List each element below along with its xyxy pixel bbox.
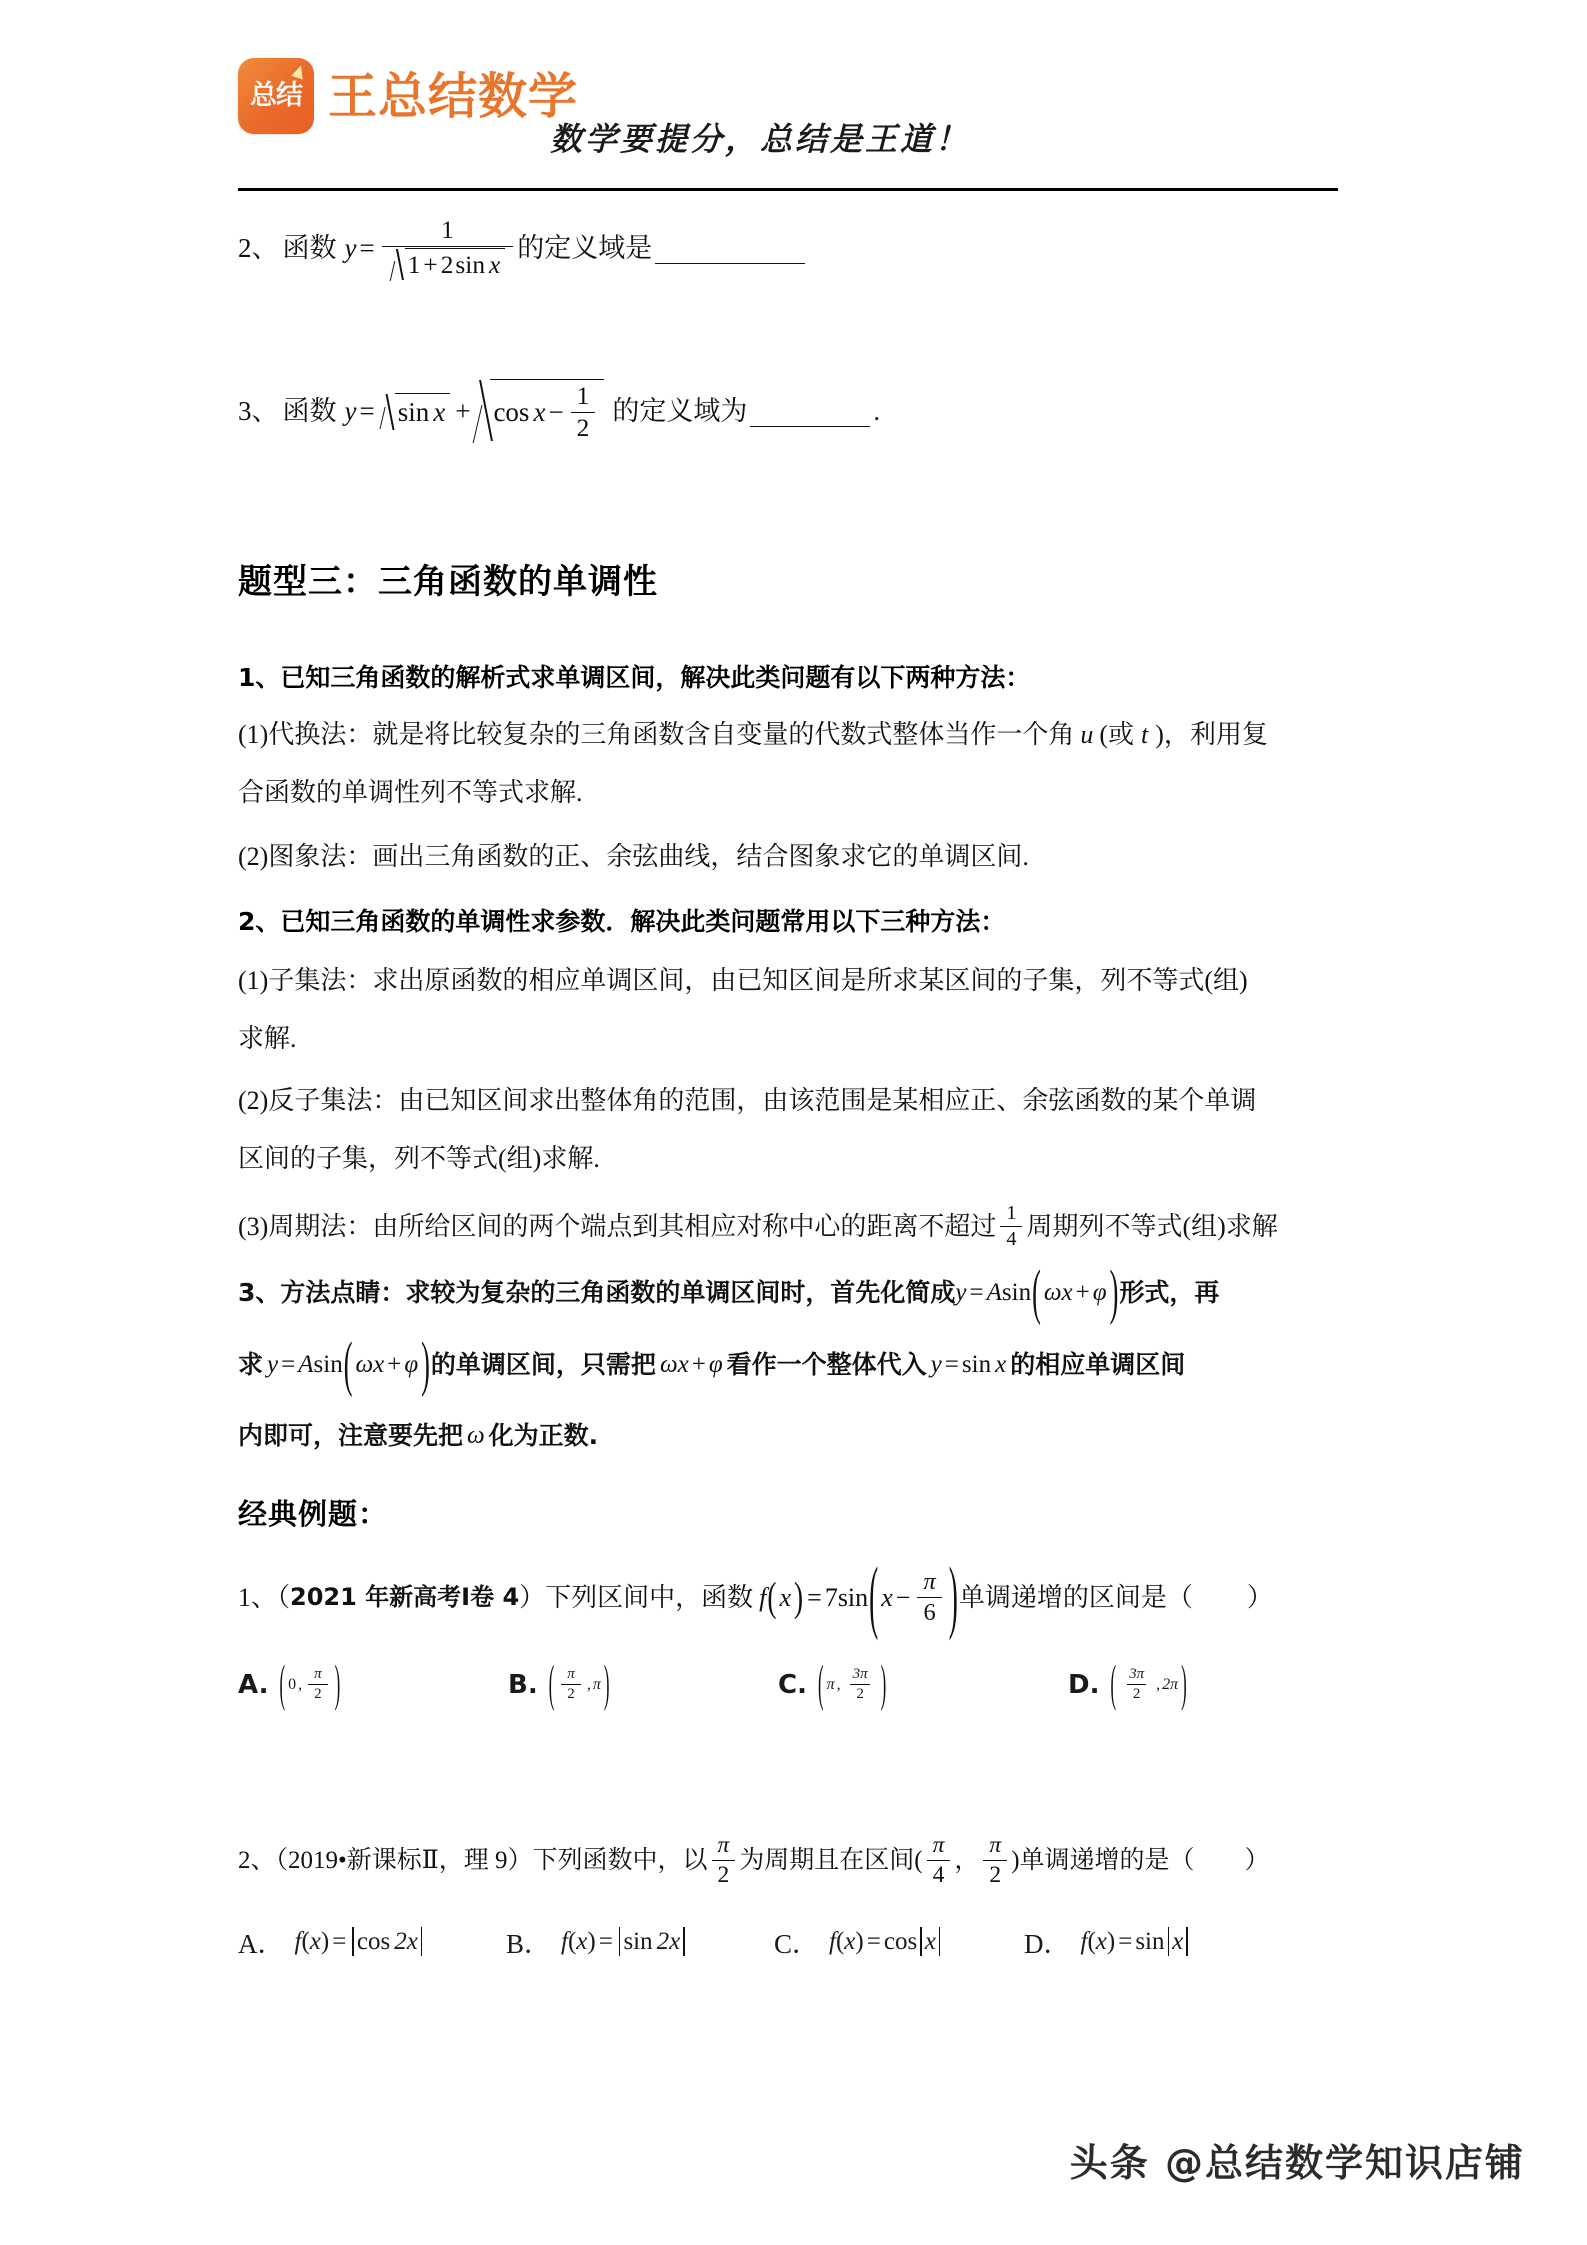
method-3-text-2: 形式，再 xyxy=(1119,1277,1220,1307)
question-3-period: . xyxy=(873,396,881,427)
sin-function: sin xyxy=(1001,1278,1032,1306)
right-paren: ) xyxy=(948,1551,958,1642)
variable-y: y xyxy=(955,1278,967,1306)
period-fraction xyxy=(712,1832,736,1889)
method-2b-text: (2)反子集法：由已知区间求出整体角的范围，由该范围是某相应正、余弦函数的某个单调 xyxy=(238,1086,1257,1115)
example-1-number: 1、（ xyxy=(238,1582,291,1612)
left-paren: ( xyxy=(817,1654,824,1712)
interval-right-fraction xyxy=(983,1832,1007,1889)
equals-sign: = xyxy=(332,1927,347,1955)
interval-right-fraction xyxy=(847,1666,874,1704)
comma: , xyxy=(586,1675,591,1693)
fraction-numerator: 1 xyxy=(441,216,454,244)
left-paren: ( xyxy=(1087,1927,1096,1955)
example-2-mid: 为周期且在区间( xyxy=(739,1846,923,1874)
equals-sign: = xyxy=(944,1350,959,1378)
left-paren: ( xyxy=(343,1330,353,1399)
method-3-line3 xyxy=(238,1420,598,1452)
argument-fraction xyxy=(917,1568,941,1627)
option-letter: D． xyxy=(1024,1929,1071,1959)
question-2-prefix: 函数 xyxy=(282,233,337,264)
method-3-l2-mid2: 看作一个整体代入 xyxy=(726,1349,927,1379)
fraction-numerator: π xyxy=(932,1832,945,1858)
interval-left: π xyxy=(826,1675,835,1693)
question-2-equals: = xyxy=(359,233,375,264)
radicand-coefficient: 2 xyxy=(440,251,454,280)
fraction-denominator: 2 xyxy=(1127,1684,1147,1703)
abs-bar-left xyxy=(352,1927,354,1956)
question-3-number: 3、 xyxy=(238,396,279,427)
plus-sign: + xyxy=(691,1350,706,1378)
abs-bar-left xyxy=(920,1927,922,1956)
question-3-plus: + xyxy=(455,396,471,427)
radicand-variable: x xyxy=(433,396,446,427)
variable-t: t xyxy=(1141,720,1149,749)
paren-group xyxy=(1031,1258,1119,1327)
variable-x: x xyxy=(1095,1927,1107,1955)
sqrt-icon xyxy=(390,248,506,282)
sin-function: sin xyxy=(961,1350,992,1378)
abs-bar-right xyxy=(683,1927,685,1956)
variable-y: y xyxy=(930,1350,942,1378)
right-paren: ) xyxy=(1181,1654,1187,1712)
fraction-denominator: 2 xyxy=(561,1684,581,1703)
method-3-l2-post: 的相应单调区间 xyxy=(1010,1349,1186,1379)
method-2c xyxy=(238,1202,1278,1252)
paren-group-arg xyxy=(868,1551,959,1642)
fraction-denominator: 4 xyxy=(927,1860,951,1889)
header-divider xyxy=(238,188,1338,191)
sqrt-icon-cos xyxy=(475,379,604,445)
variable-x: x xyxy=(779,1582,792,1612)
fraction-denominator: 2 xyxy=(850,1684,870,1703)
sqrt-icon-sin xyxy=(380,393,451,432)
minus-sign: − xyxy=(895,1582,911,1612)
absolute-value xyxy=(616,1927,688,1956)
trig-function: cos xyxy=(883,1927,918,1955)
interval-a xyxy=(278,1654,341,1712)
equals-sign: = xyxy=(598,1927,613,1955)
method-3-l2-pre: 求 xyxy=(238,1349,264,1379)
radical-sign xyxy=(475,379,490,445)
method-2b-line2 xyxy=(238,1142,600,1175)
method-3-text: 3、方法点睛：求较为复杂的三角函数的单调区间时，首先化简成 xyxy=(238,1277,956,1307)
method-1a-text-4: 合函数的单调性列不等式求解. xyxy=(238,778,583,807)
trig-function: sin xyxy=(1135,1927,1165,1955)
spark-icon xyxy=(291,63,306,79)
method-1a-line1 xyxy=(238,718,1268,751)
absolute-value xyxy=(917,1927,943,1956)
sin-function: sin xyxy=(837,1582,869,1612)
option-letter: A. xyxy=(238,1669,269,1700)
radicand-plus: + xyxy=(423,251,438,280)
coefficient: 7 xyxy=(824,1582,838,1612)
phi: φ xyxy=(708,1350,723,1378)
option-a[interactable] xyxy=(238,1654,508,1712)
variable-u: u xyxy=(1080,720,1094,749)
examples-title: 经典例题： xyxy=(238,1497,389,1531)
fraction-denominator: 2 xyxy=(983,1860,1007,1889)
variable-x: x xyxy=(309,1927,321,1955)
answer-blank[interactable] xyxy=(655,236,805,264)
example-1-options xyxy=(238,1654,1188,1712)
fraction-denominator: 2 xyxy=(712,1860,736,1889)
question-3 xyxy=(238,379,880,445)
interval-comma: ， xyxy=(954,1846,980,1874)
function-f: f xyxy=(1080,1927,1088,1955)
absolute-value xyxy=(1165,1927,1191,1956)
interval-right: π xyxy=(592,1675,601,1693)
fraction-denominator xyxy=(382,246,514,282)
question-3-prefix: 函数 xyxy=(282,396,337,427)
fraction-numerator: π xyxy=(989,1832,1002,1858)
fraction-numerator: π xyxy=(314,1666,322,1682)
logo-mark-label: 总结 xyxy=(250,79,302,111)
method-2b-line1 xyxy=(238,1084,1256,1117)
variable-x: x xyxy=(677,1350,689,1378)
omega: ω xyxy=(659,1350,678,1378)
left-paren: ( xyxy=(835,1927,845,1955)
interval-left-fraction xyxy=(561,1666,581,1704)
option-d[interactable] xyxy=(1024,1922,1191,1961)
option-letter: B. xyxy=(508,1669,538,1700)
method-1a-text: (1)代换法：就是将比较复杂的三角函数含自变量的代数式整体当作一个角 xyxy=(238,720,1075,749)
method-2a-line1 xyxy=(238,964,1248,997)
absolute-value xyxy=(349,1927,425,1956)
abs-bar-right xyxy=(1186,1927,1188,1956)
left-paren: ( xyxy=(301,1927,310,1955)
method-3-line1 xyxy=(238,1258,1220,1327)
method-2-title: 2、已知三角函数的单调性求参数．解决此类问题常用以下三种方法： xyxy=(238,907,1006,936)
function-f: f xyxy=(294,1927,302,1955)
variable-x: x xyxy=(576,1927,588,1955)
abs-bar-right xyxy=(939,1927,941,1956)
fraction-numerator: 1 xyxy=(1006,1202,1017,1224)
abs-bar-left xyxy=(619,1927,621,1956)
radicand-function: cos xyxy=(493,396,530,427)
option-b[interactable] xyxy=(506,1922,774,1961)
right-paren: ) xyxy=(1109,1258,1119,1327)
method-1b xyxy=(238,840,1029,873)
option-letter: C. xyxy=(778,1669,807,1700)
abs-bar-right xyxy=(421,1927,423,1956)
option-b[interactable] xyxy=(508,1654,778,1712)
document-header xyxy=(238,58,1338,168)
fraction-denominator: 6 xyxy=(917,1597,941,1627)
example-1-lead: ）下列区间中，函数 xyxy=(519,1582,754,1612)
variable-x: x xyxy=(844,1927,856,1955)
method-1a-text-3: )，利用复 xyxy=(1155,720,1268,749)
method-3-l2-mid: 的单调区间，只需把 xyxy=(430,1349,656,1379)
interval-b xyxy=(548,1654,611,1712)
fraction-numerator: 1 xyxy=(576,382,590,410)
method-2c-fraction xyxy=(1000,1202,1022,1252)
phi: φ xyxy=(1092,1278,1107,1306)
omega: ω xyxy=(467,1422,485,1449)
interval-left-fraction xyxy=(927,1832,951,1889)
equals-sign: = xyxy=(281,1350,296,1378)
abs-bar-left xyxy=(1168,1927,1170,1956)
trig-argument: 2x xyxy=(656,1927,681,1955)
right-paren: ) xyxy=(855,1927,864,1955)
variable-x: x xyxy=(373,1350,385,1378)
function-f: f xyxy=(561,1927,568,1955)
fraction-numerator: π xyxy=(717,1832,730,1858)
phi: φ xyxy=(404,1350,419,1378)
radicand-variable: x xyxy=(533,396,546,427)
right-paren: ) xyxy=(587,1927,596,1955)
interval-left: 0 xyxy=(288,1675,297,1693)
variable-y: y xyxy=(267,1350,279,1378)
comma: , xyxy=(298,1675,303,1693)
footer-watermark: 头条 @总结数学知识店铺 xyxy=(1069,2141,1525,2185)
trig-function: cos xyxy=(356,1927,391,1955)
method-1b-text: (2)图象法：画出三角函数的正、余弦曲线，结合图象求它的单调区间. xyxy=(238,842,1029,871)
variable-x: x xyxy=(1061,1278,1073,1306)
right-paren: ) xyxy=(794,1574,804,1620)
fraction-numerator: π xyxy=(567,1666,575,1682)
answer-blank[interactable] xyxy=(750,399,870,427)
example-2-tail: )单调递增的是（ xyxy=(1011,1846,1195,1874)
question-3-equals: = xyxy=(359,396,375,427)
fraction-numerator: 3π xyxy=(1129,1666,1145,1682)
logo-icon xyxy=(238,58,314,134)
brand-name: 王总结数学 xyxy=(328,67,579,125)
question-2 xyxy=(238,216,808,282)
fraction-denominator: 2 xyxy=(571,412,596,443)
example-1-tail: 单调递增的区间是（ xyxy=(958,1582,1193,1612)
left-paren: ( xyxy=(548,1654,555,1712)
sin-function: sin xyxy=(313,1350,343,1378)
example-2-options xyxy=(238,1922,1191,1961)
method-1-title: 1、已知三角函数的解析式求单调区间，解决此类问题有以下两种方法： xyxy=(238,663,1031,692)
option-c[interactable] xyxy=(774,1922,1024,1961)
method-2a-text-2: 求解. xyxy=(238,1024,297,1053)
question-2-fraction xyxy=(382,216,514,282)
radicand-minus: − xyxy=(548,396,564,427)
interval-d xyxy=(1109,1654,1187,1712)
left-paren: ( xyxy=(1110,1654,1117,1712)
trig-argument: x xyxy=(1172,1927,1184,1955)
equals-sign: = xyxy=(969,1278,984,1306)
equals-sign: = xyxy=(1118,1927,1133,1955)
right-paren: ) xyxy=(421,1330,430,1399)
omega: ω xyxy=(355,1350,374,1378)
method-3-line2 xyxy=(238,1330,1186,1399)
left-paren: ( xyxy=(567,1927,577,1955)
trig-function: sin xyxy=(623,1927,653,1955)
method-2a-line2 xyxy=(238,1022,297,1055)
radicand-variable: x xyxy=(489,251,501,280)
method-2b-text-2: 区间的子集，列不等式(组)求解. xyxy=(238,1144,600,1173)
question-2-variable: y xyxy=(344,233,357,264)
right-paren: ) xyxy=(880,1654,887,1712)
section-heading: 题型三：三角函数的单调性 xyxy=(238,562,658,602)
plus-sign: + xyxy=(387,1350,402,1378)
equals-sign: = xyxy=(807,1582,822,1612)
paren-group xyxy=(343,1330,431,1399)
method-2c-text: (3)周期法：由所给区间的两个端点到其相应对称中心的距离不超过 xyxy=(238,1212,997,1242)
fraction-numerator: π xyxy=(923,1568,936,1595)
right-paren: ) xyxy=(320,1927,330,1955)
variable-x: x xyxy=(995,1350,1007,1378)
fraction-denominator: 2 xyxy=(308,1684,328,1703)
fraction-denominator: 4 xyxy=(1000,1226,1022,1251)
plus-sign: + xyxy=(1075,1278,1090,1306)
comma: , xyxy=(1156,1675,1161,1693)
radical-sign xyxy=(390,248,405,282)
amplitude-A: A xyxy=(298,1350,314,1378)
header-tagline: 数学要提分，总结是王道！ xyxy=(550,121,971,157)
function-f: f xyxy=(759,1582,767,1612)
comma: , xyxy=(836,1675,841,1693)
trig-argument: 2x xyxy=(394,1927,418,1955)
radicand xyxy=(395,393,451,432)
paren-group xyxy=(766,1574,804,1620)
equals-sign: = xyxy=(866,1927,881,1955)
omega: ω xyxy=(1043,1278,1062,1306)
right-paren: ) xyxy=(334,1654,341,1712)
radicand-function: sin xyxy=(397,396,430,427)
left-paren: ( xyxy=(279,1654,286,1712)
right-paren: ) xyxy=(603,1654,610,1712)
radicand-fraction xyxy=(571,382,596,443)
radicand xyxy=(490,379,604,445)
left-paren: ( xyxy=(869,1551,879,1642)
trig-argument: x xyxy=(924,1927,936,1955)
left-paren: ( xyxy=(767,1574,777,1620)
method-1a-line2 xyxy=(238,776,583,809)
method-3-l3-post: 化为正数. xyxy=(488,1421,599,1450)
option-c[interactable] xyxy=(778,1654,1068,1712)
radicand-term-1: 1 xyxy=(407,251,421,280)
example-2 xyxy=(238,1832,1270,1889)
example-2-tail2: ） xyxy=(1244,1846,1270,1874)
interval-right: 2π xyxy=(1162,1675,1179,1693)
radicand xyxy=(405,248,506,282)
option-letter: B． xyxy=(506,1929,552,1959)
interval-c xyxy=(817,1654,887,1712)
amplitude-A: A xyxy=(986,1278,1002,1306)
variable-x: x xyxy=(881,1582,893,1612)
question-3-variable: y xyxy=(344,396,357,427)
interval-left-fraction xyxy=(1123,1666,1150,1704)
option-letter: C． xyxy=(774,1929,820,1959)
interval-right-fraction xyxy=(308,1666,328,1704)
method-3-l3-text: 内即可，注意要先把 xyxy=(238,1421,464,1450)
radicand-function: sin xyxy=(455,251,486,280)
right-paren: ) xyxy=(1106,1927,1116,1955)
option-a[interactable] xyxy=(238,1922,506,1961)
method-2c-text-2: 周期列不等式(组)求解 xyxy=(1026,1212,1278,1242)
option-d[interactable] xyxy=(1068,1654,1188,1712)
method-2a-text: (1)子集法：求出原函数的相应单调区间，由已知区间是所求某区间的子集，列不等式(组) xyxy=(238,966,1248,995)
fraction-numerator: 3π xyxy=(852,1666,868,1682)
question-2-suffix: 的定义域是 xyxy=(517,233,653,264)
example-2-lead: 2、（2019•新课标Ⅱ，理 9）下列函数中，以 xyxy=(238,1846,708,1874)
option-letter: D. xyxy=(1068,1669,1100,1700)
function-f: f xyxy=(829,1927,836,1955)
method-1a-text-2: (或 xyxy=(1099,720,1134,749)
question-3-suffix: 的定义域为 xyxy=(612,396,748,427)
brand-logo xyxy=(238,58,578,134)
example-1-tail2: ） xyxy=(1246,1582,1273,1612)
radical-sign xyxy=(380,393,395,432)
option-letter: A． xyxy=(238,1929,285,1959)
example-1-source: 2021 年新高考I卷 4 xyxy=(290,1583,520,1612)
example-1 xyxy=(238,1551,1273,1642)
question-2-number: 2、 xyxy=(238,233,279,264)
left-paren: ( xyxy=(1032,1258,1041,1327)
